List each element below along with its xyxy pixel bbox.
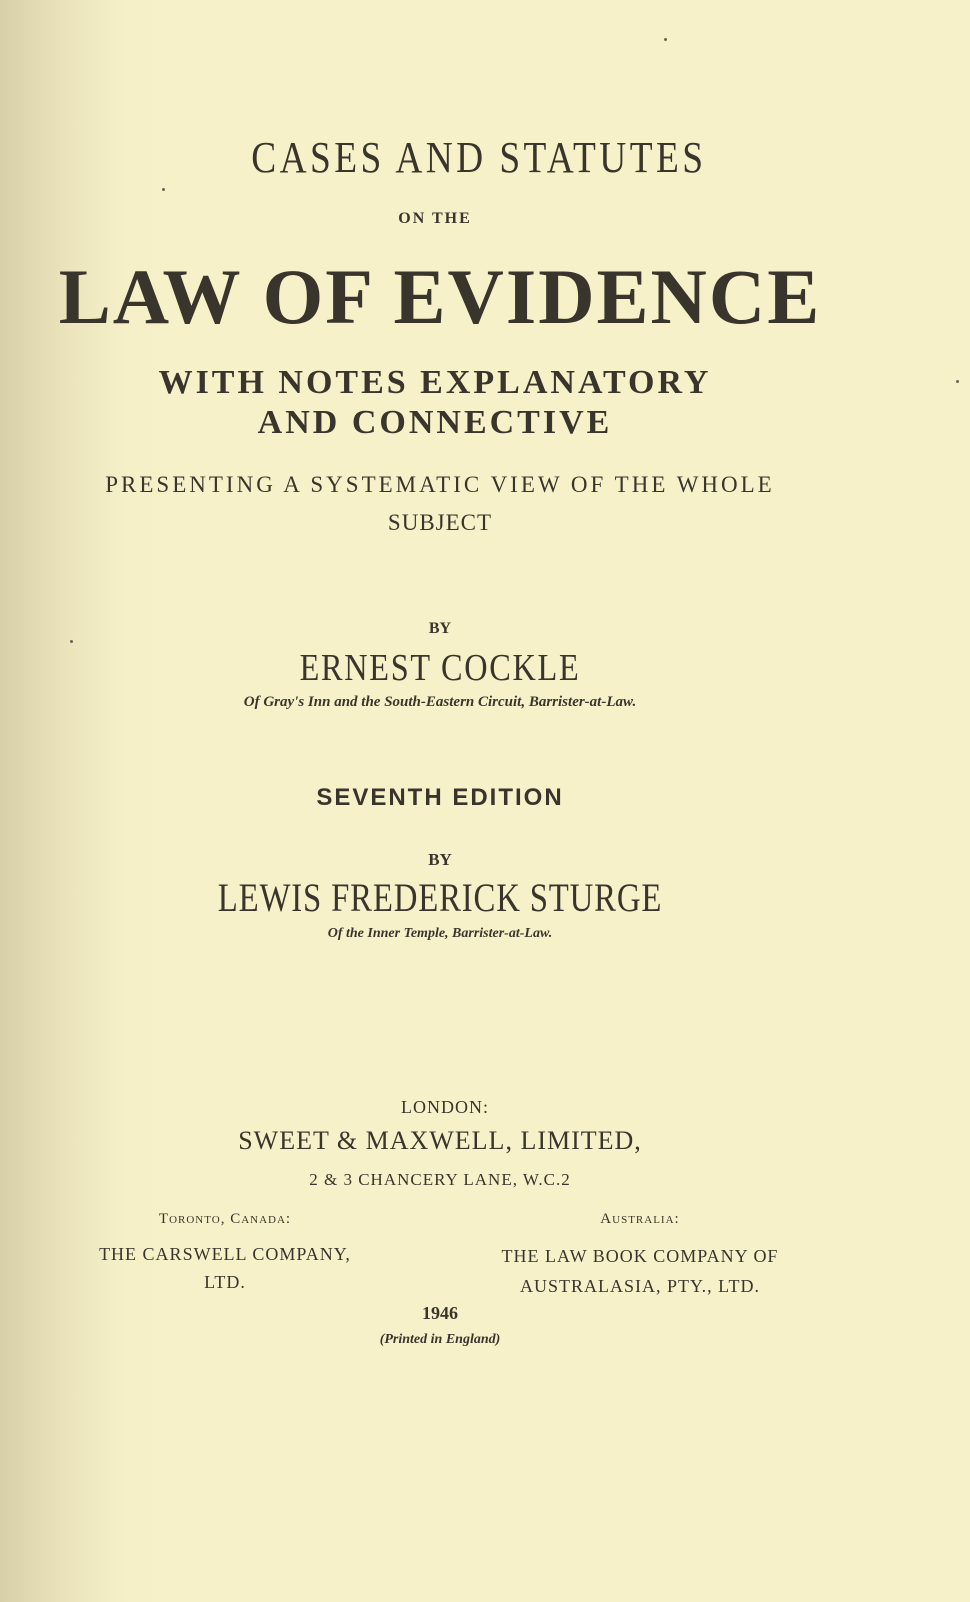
right-place-label: Australia: [600, 1211, 680, 1227]
description-line-1: PRESENTING A SYSTEMATIC VIEW OF THE WHOLE [105, 472, 775, 497]
right-company-line-1: THE LAW BOOK COMPANY OF [501, 1246, 779, 1266]
printed-note: (Printed in England) [379, 1332, 501, 1347]
subtitle-line-2: AND CONNECTIVE [257, 404, 613, 441]
by-label-author: BY [428, 620, 452, 637]
publication-year: 1946 [422, 1303, 458, 1323]
description-line-2: SUBJECT [387, 510, 493, 535]
by-label-editor: BY [428, 850, 452, 869]
editor-name: LEWIS FREDERICK STURGE [217, 875, 663, 920]
imprint-left-place [30, 1210, 420, 1228]
main-title-line-2: LAW OF EVIDENCE [58, 253, 822, 340]
paper-speck [162, 188, 165, 191]
main-title-line-1: CASES AND STATUTES [251, 133, 707, 182]
imprint-right-place [440, 1210, 840, 1228]
title-connector: ON THE [398, 210, 472, 227]
left-place-label: Toronto, Canada: [158, 1211, 292, 1227]
left-company-line-1: THE CARSWELL COMPANY, [99, 1244, 351, 1264]
subtitle-line-1: WITH NOTES EXPLANATORY [158, 364, 712, 401]
edition-label: SEVENTH EDITION [316, 784, 564, 811]
paper-speck [956, 380, 959, 383]
imprint-publisher: SWEET & MAXWELL, LIMITED, [238, 1126, 642, 1155]
imprint-address: 2 & 3 CHANCERY LANE, W.C.2 [309, 1170, 571, 1189]
right-company-line-2: AUSTRALASIA, PTY., LTD. [519, 1276, 761, 1296]
author-name: ERNEST COCKLE [299, 647, 581, 689]
imprint-city: LONDON: [401, 1097, 489, 1117]
editor-description: Of the Inner Temple, Barrister-at-Law. [327, 926, 553, 941]
paper-speck [70, 640, 73, 643]
author-description: Of Gray's Inn and the South-Eastern Circuit, Barrister-at-Law. [243, 694, 637, 710]
left-company-line-2: LTD. [204, 1272, 246, 1292]
paper-speck [664, 38, 667, 41]
